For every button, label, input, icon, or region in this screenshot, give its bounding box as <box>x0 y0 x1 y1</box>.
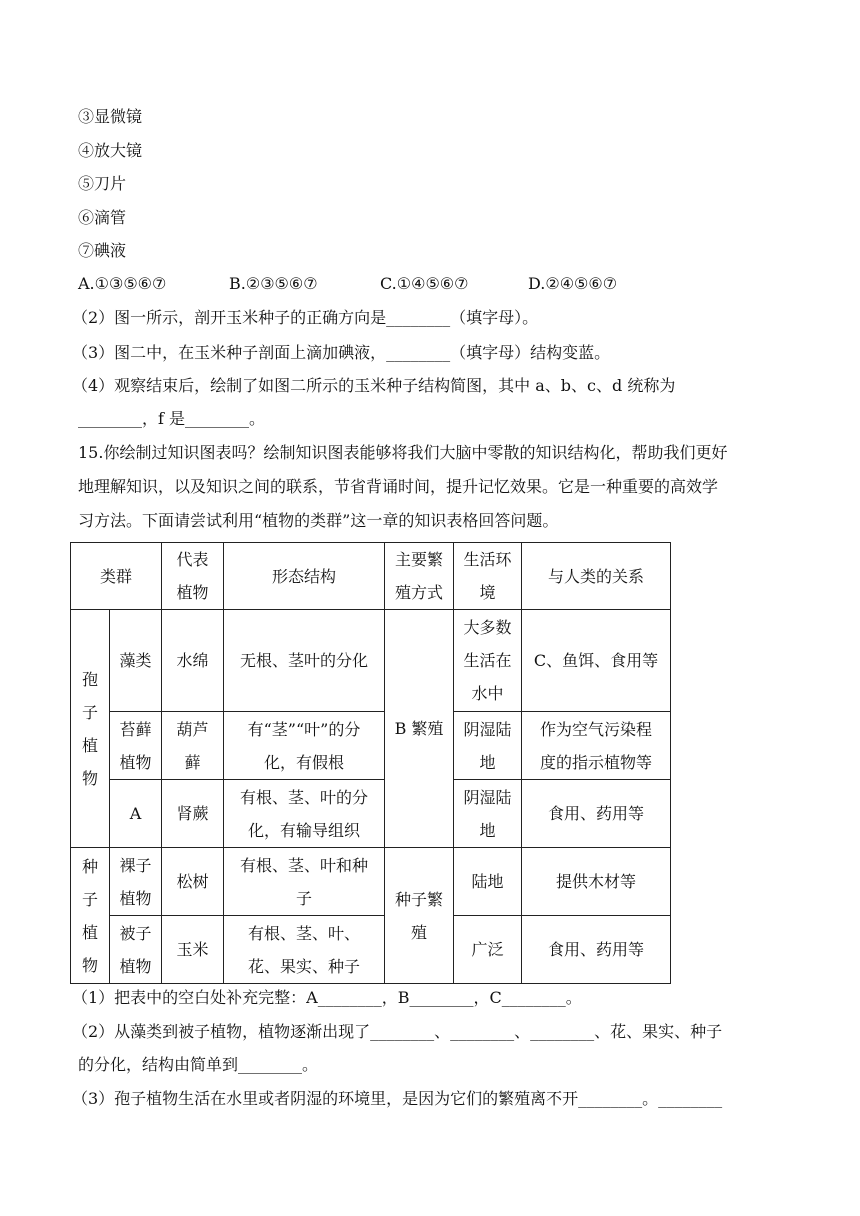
question-15-part-3: （3）孢子植物生活在水里或者阴湿的环境里，是因为它们的繁殖离不开________。________ <box>72 1089 723 1108</box>
question-15-part-1: （1）把表中的空白处补充完整：A________，B________，C________。 <box>72 988 582 1007</box>
option-d: D.②④⑤⑥⑦ <box>528 274 618 293</box>
option-c: C.①④⑤⑥⑦ <box>380 274 469 293</box>
repro-seed: 种子繁 殖 <box>385 848 454 984</box>
rel-cell: C、鱼饵、食用等 <box>522 610 671 712</box>
env-cell: 广泛 <box>454 916 522 984</box>
knowledge-table <box>70 542 671 984</box>
option-b: B.②③⑤⑥⑦ <box>229 274 318 293</box>
question-14-part-4: （4）观察结束后，绘制了如图二所示的玉米种子结构简图，其中 a、b、c、d 统称为 <box>72 376 676 395</box>
question-14-part-3: （3）图二中，在玉米种子剖面上滴加碘液，________（填字母）结构变蓝。 <box>72 343 611 362</box>
rel-cell: 提供木材等 <box>522 848 671 916</box>
form-cell: 无根、茎叶的分化 <box>224 610 385 712</box>
env-cell: 陆地 <box>454 848 522 916</box>
group-seed: 种 子 植 物 <box>71 848 110 984</box>
question-14-part-4-cont: ________，f 是________。 <box>78 409 266 428</box>
question-15-intro: 地理解知识，以及知识之间的联系，节省背诵时间，提升记忆效果。它是一种重要的高效学 <box>78 477 719 496</box>
header-group: 类群 <box>71 543 162 610</box>
repro-spore: B 繁殖 <box>385 610 454 848</box>
list-item: ⑤刀片 <box>78 174 127 193</box>
form-cell: 有根、茎、叶和种 子 <box>224 848 385 916</box>
sub-gymnosperm: 裸子 植物 <box>110 848 162 916</box>
sub-fern: A <box>110 780 162 848</box>
rel-cell: 食用、药用等 <box>522 780 671 848</box>
rel-cell: 食用、药用等 <box>522 916 671 984</box>
option-a: A.①③⑤⑥⑦ <box>78 274 167 293</box>
list-item: ⑥滴管 <box>78 208 127 227</box>
list-item: ③显微镜 <box>78 107 143 126</box>
form-cell: 有根、茎、叶的分 化，有输导组织 <box>224 780 385 848</box>
header-rel: 与人类的关系 <box>522 543 671 610</box>
list-item: ⑦碘液 <box>78 241 127 260</box>
header-form: 形态结构 <box>224 543 385 610</box>
rep-plant: 葫芦 藓 <box>162 712 224 780</box>
env-cell: 大多数 生活在 水中 <box>454 610 522 712</box>
rel-cell: 作为空气污染程 度的指示植物等 <box>522 712 671 780</box>
rep-plant: 松树 <box>162 848 224 916</box>
question-14-part-2: （2）图一所示，剖开玉米种子的正确方向是________（填字母）。 <box>72 308 539 327</box>
rep-plant: 肾蕨 <box>162 780 224 848</box>
question-15-intro: 15.你绘制过知识图表吗？绘制知识图表能够将我们大脑中零散的知识结构化，帮助我们更好 <box>78 443 728 462</box>
rep-plant: 水绵 <box>162 610 224 712</box>
question-15-part-2: （2）从藻类到被子植物，植物逐渐出现了________、________、________、花、果实、种子 <box>72 1022 723 1041</box>
form-cell: 有“茎”“叶”的分 化，有假根 <box>224 712 385 780</box>
sub-angiosperm: 被子 植物 <box>110 916 162 984</box>
list-item: ④放大镜 <box>78 141 143 160</box>
header-rep: 代表 植物 <box>162 543 224 610</box>
group-spore: 孢 子 植 物 <box>71 610 110 848</box>
header-env: 生活环 境 <box>454 543 522 610</box>
sub-moss: 苔藓 植物 <box>110 712 162 780</box>
env-cell: 阴湿陆 地 <box>454 780 522 848</box>
question-15-intro: 习方法。下面请尝试利用“植物的类群”这一章的知识表格回答问题。 <box>78 511 559 530</box>
question-15-part-2-cont: 的分化，结构由简单到________。 <box>78 1055 319 1074</box>
env-cell: 阴湿陆 地 <box>454 712 522 780</box>
rep-plant: 玉米 <box>162 916 224 984</box>
header-repro: 主要繁 殖方式 <box>385 543 454 610</box>
sub-algae: 藻类 <box>110 610 162 712</box>
form-cell: 有根、茎、叶、 花、果实、种子 <box>224 916 385 984</box>
